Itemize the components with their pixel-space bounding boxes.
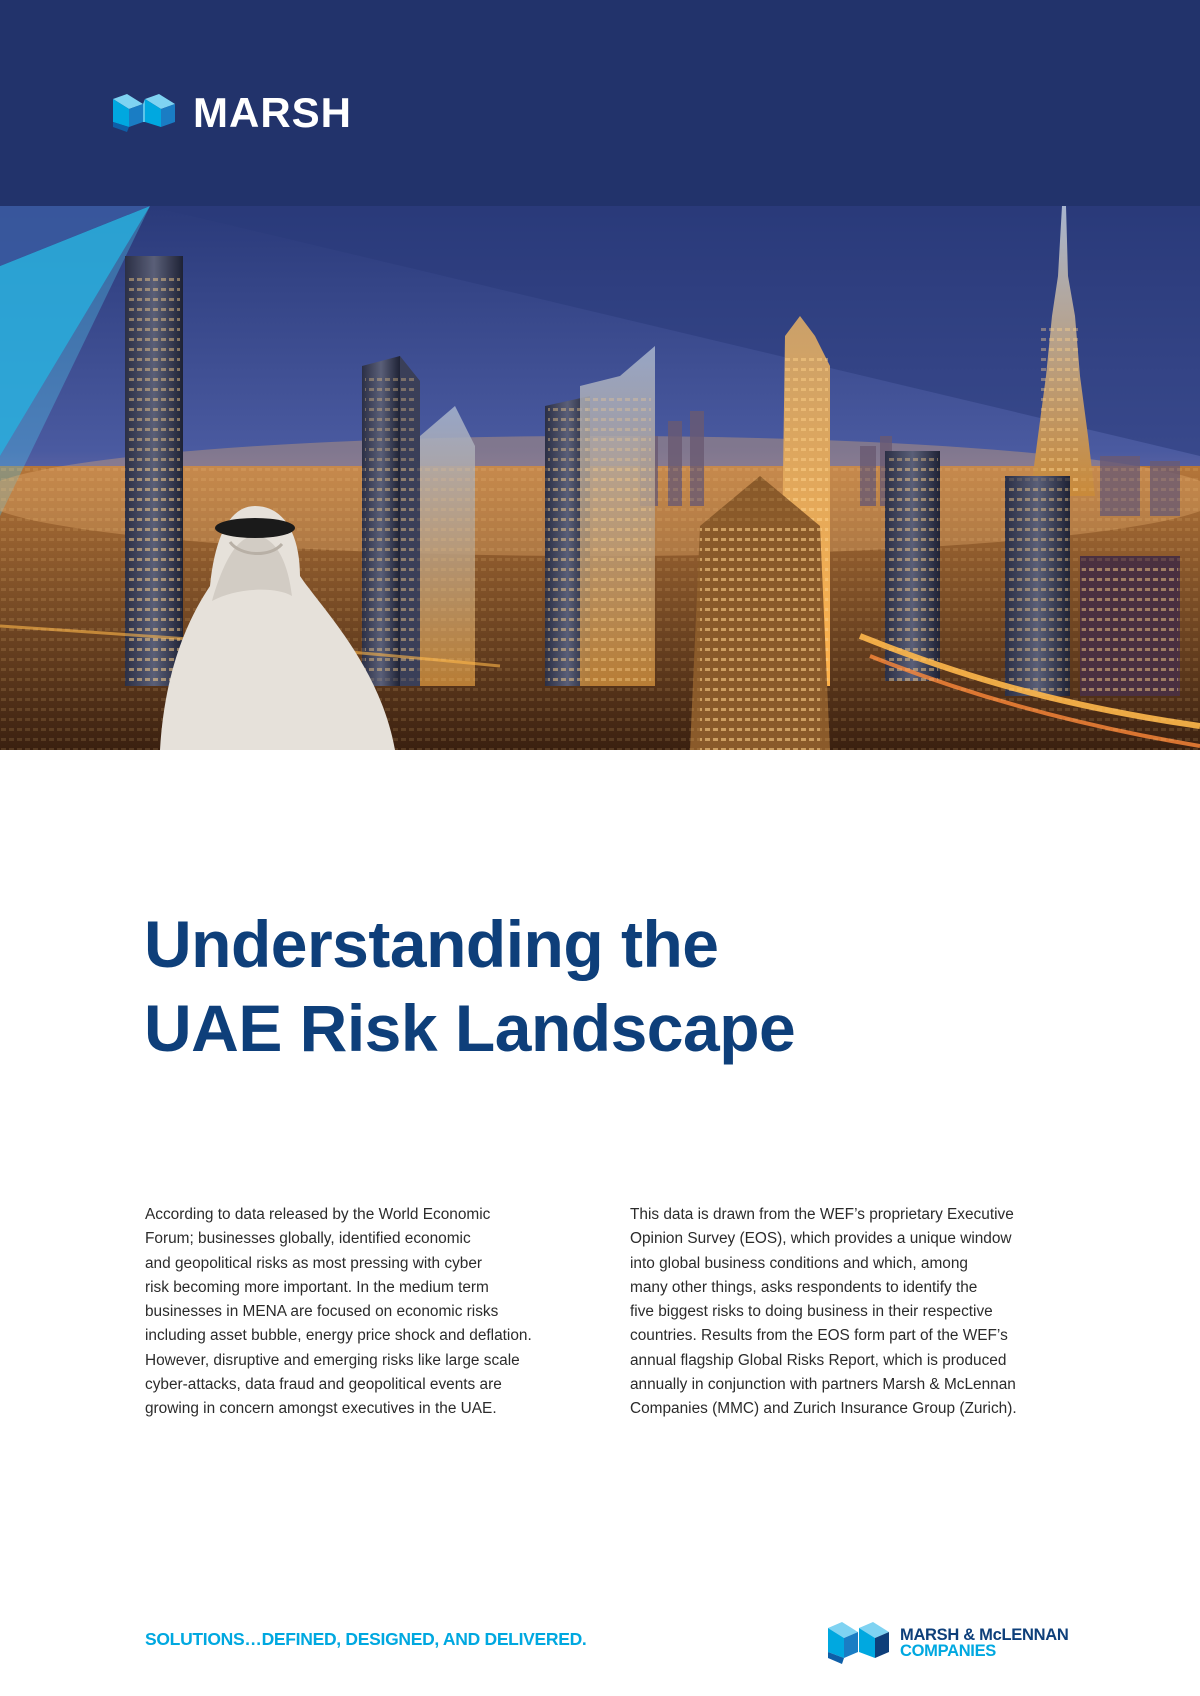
header-band [0,0,1200,206]
body-line: annually in conjunction with partners Marsh & McLennan [630,1376,1016,1394]
body-column-left [145,1203,625,1422]
marsh-mark-icon [113,94,177,132]
body-line: cyber-attacks, data fraud and geopolitical events are [145,1376,502,1394]
city-skyline-photo [0,206,1200,750]
body-line: Opinion Survey (EOS), which provides a unique window [630,1230,1012,1248]
page-title [144,902,795,1070]
marsh-logo [113,89,352,136]
body-line: This data is drawn from the WEF’s proprietary Executive [630,1206,1014,1223]
body-line: countries. Results from the EOS form part of the WEF’s [630,1327,1008,1345]
body-line: However, disruptive and emerging risks like large scale [145,1351,520,1369]
body-line: annual flagship Global Risks Report, which is produced [630,1351,1007,1369]
body-column-right [630,1203,1095,1422]
brand-name: MARSH [193,89,352,136]
body-line: According to data released by the World Economic [145,1206,491,1223]
mmc-line-2: COMPANIES [900,1642,997,1660]
body-line: businesses in MENA are focused on economic risks [145,1303,499,1321]
body-line: many other things, asks respondents to identify the [630,1278,978,1296]
body-line: into global business conditions and which, among [630,1254,968,1272]
body-line: Companies (MMC) and Zurich Insurance Group (Zurich). [630,1400,1017,1418]
mmc-logo [828,1622,1068,1664]
body-line: Forum; businesses globally, identified economic [145,1230,471,1248]
body-line: including asset bubble, energy price shock and deflation. [145,1327,532,1345]
body-line: five biggest risks to doing business in their respective [630,1303,993,1321]
hero-image [0,206,1200,750]
footer-tagline: SOLUTIONS…DEFINED, DESIGNED, AND DELIVERED. [145,1629,587,1649]
body-line: and geopolitical risks as most pressing with cyber [145,1254,483,1272]
body-line: growing in concern amongst executives in the UAE. [145,1400,497,1418]
mmc-line-1: MARSH & McLENNAN [900,1626,1069,1644]
title-line-2: UAE Risk Landscape [144,991,796,1065]
mmc-wordmark [900,1627,1068,1659]
mmc-mark-icon [828,1622,890,1664]
body-line: risk becoming more important. In the medium term [145,1278,489,1296]
title-line-1: Understanding the [144,907,719,981]
